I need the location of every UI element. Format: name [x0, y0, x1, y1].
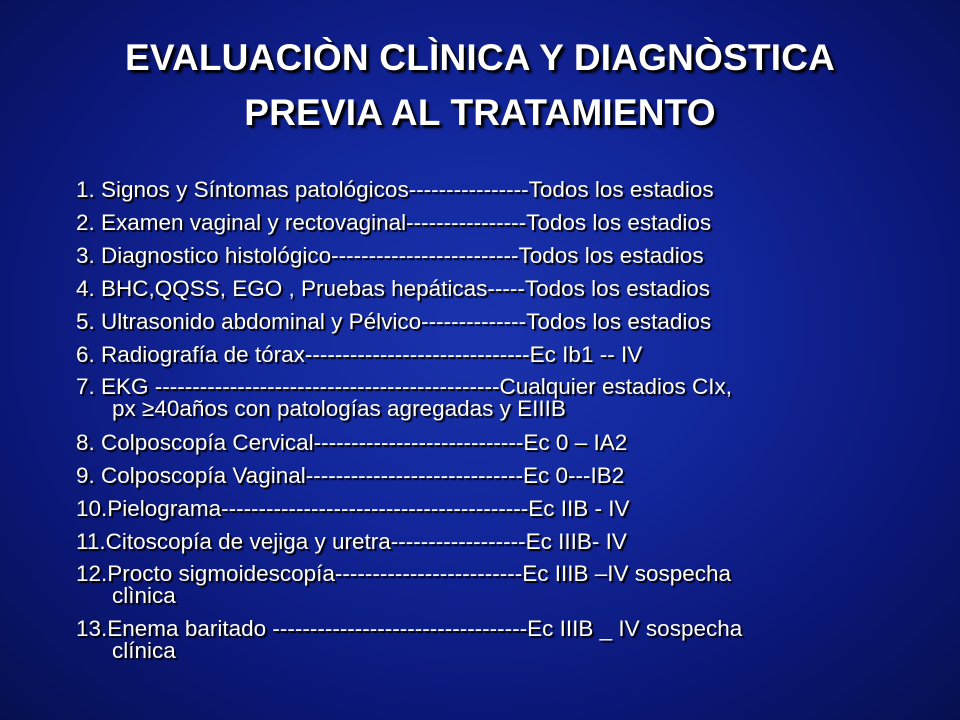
list-item: 2. Examen vaginal y rectovaginal----------------Todos los estadios: [76, 210, 712, 235]
slide-title: [0, 30, 960, 140]
list-item: 5. Ultrasonido abdominal y Pélvico--------------Todos los estadios: [76, 309, 712, 334]
list-item: 3. Diagnostico histológico-------------------------Todos los estadios: [76, 243, 704, 268]
list-item: 10.Pielograma-----------------------------------------Ec IIB - IV: [76, 496, 630, 521]
title-line-2: PREVIA AL TRATAMIENTO: [244, 92, 716, 133]
list-item-continuation: px ≥40años con patologías agregadas y EIIIB: [112, 396, 566, 421]
evaluation-list: [76, 173, 936, 668]
list-item: 9. Colposcopía Vaginal-----------------------------Ec 0---IB2: [76, 463, 625, 488]
list-item: 13.Enema baritado ----------------------------------Ec IIIB _ IV sospecha clínica: [76, 613, 936, 668]
list-item: 8. Colposcopía Cervical----------------------------Ec 0 – IA2: [76, 430, 628, 455]
list-item: 4. BHC,QQSS, EGO , Pruebas hepáticas-----Todos los estadios: [76, 276, 710, 301]
list-item-continuation: clínica: [112, 638, 176, 663]
list-item: 6. Radiografía de tórax------------------------------Ec Ib1 -- IV: [76, 342, 643, 367]
list-item-continuation: clìnica: [112, 583, 176, 608]
list-item: 7. EKG ----------------------------------------------Cualquier estadios CIx, px ≥40años con patologías agregadas y EIIIB: [76, 371, 936, 426]
title-line-1: EVALUACIÒN CLÌNICA Y DIAGNÒSTICA: [124, 37, 836, 78]
list-item: 11.Citoscopía de vejiga y uretra------------------Ec IIIB- IV: [76, 529, 627, 554]
list-item: 1. Signos y Síntomas patológicos----------------Todos los estadios: [76, 177, 714, 202]
list-item: 12.Procto sigmoidescopía-------------------------Ec IIIB –IV sospecha clìnica: [76, 558, 936, 613]
